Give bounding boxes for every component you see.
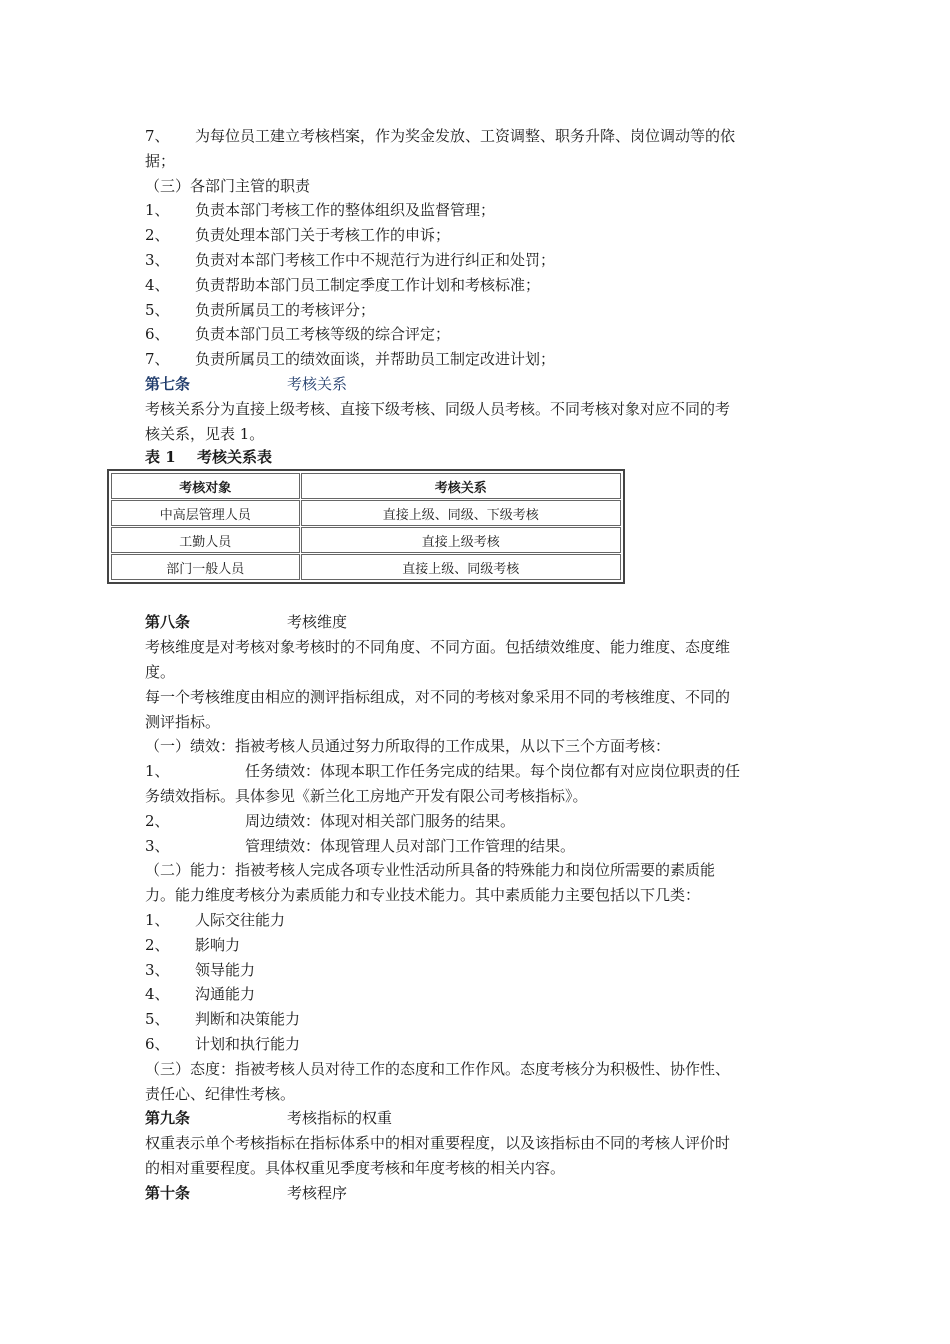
- item-text: 沟通能力: [195, 985, 256, 1004]
- article-number: 第九条: [145, 1109, 191, 1128]
- item-number: 2、: [145, 811, 170, 830]
- item-text: 负责本部门员工考核等级的综合评定；: [195, 325, 451, 344]
- list-item: [145, 759, 810, 784]
- table-header-cell: 考核对象: [111, 473, 300, 499]
- list-item: [145, 322, 810, 347]
- table-cell: 部门一般人员: [111, 554, 300, 580]
- item-text: 任务绩效：体现本职工作任务完成的结果。每个岗位都有对应岗位职责的任: [245, 762, 741, 781]
- item-number: 5、: [145, 1010, 170, 1029]
- relation-table: [110, 472, 622, 581]
- item-number: 4、: [145, 985, 170, 1004]
- list-item: [145, 273, 810, 298]
- item-number: 1、: [145, 910, 170, 929]
- list-item: [145, 982, 810, 1007]
- paragraph-line: （二）能力：指被考核人完成各项专业性活动所具备的特殊能力和岗位所需要的素质能: [145, 861, 716, 880]
- paragraph-line: 力。能力维度考核分为素质能力和专业技术能力。其中素质能力主要包括以下几类：: [145, 886, 701, 905]
- table-number: 表 1: [145, 448, 176, 467]
- article-subtitle: 考核程序: [287, 1183, 348, 1202]
- item-text: 负责本部门考核工作的整体组织及监督管理；: [195, 201, 496, 220]
- table-cell: 直接上级考核: [301, 527, 621, 553]
- paragraph-line: 度。: [145, 662, 176, 681]
- paragraph-line: 的相对重要程度。具体权重见季度考核和年度考核的相关内容。: [145, 1158, 566, 1177]
- item-number: 3、: [145, 960, 170, 979]
- item-text: 负责处理本部门关于考核工作的申诉；: [195, 226, 451, 245]
- article-number: 第八条: [145, 613, 191, 632]
- list-item: [145, 1032, 810, 1057]
- list-item: [145, 298, 810, 323]
- paragraph-line: 核关系，见表 1。: [145, 424, 265, 443]
- item-text: 判断和决策能力: [195, 1010, 301, 1029]
- list-item: [145, 908, 810, 933]
- article-subtitle: 考核指标的权重: [287, 1109, 393, 1128]
- item-number: 1、: [145, 201, 170, 220]
- list-item: [145, 1007, 810, 1032]
- item-text: 为每位员工建立考核档案，作为奖金发放、工资调整、职务升降、岗位调动等的依: [195, 127, 736, 145]
- list-item: [145, 834, 810, 859]
- table-row: [111, 500, 621, 526]
- table-row: [111, 554, 621, 580]
- item-text: 计划和执行能力: [195, 1034, 301, 1053]
- table-cell: 直接上级、同级、下级考核: [301, 500, 621, 526]
- item-text: 影响力: [195, 935, 241, 954]
- paragraph-line: 每一个考核维度由相应的测评指标组成，对不同的考核对象采用不同的考核维度、不同的: [145, 687, 731, 706]
- item-text: 负责所属员工的考核评分；: [195, 300, 376, 319]
- list-item: [145, 958, 810, 983]
- article-subtitle: 考核维度: [287, 613, 348, 632]
- table-header-row: [111, 473, 621, 499]
- paragraph-line: 责任心、纪律性考核。: [145, 1084, 296, 1103]
- item-number: 3、: [145, 250, 170, 269]
- paragraph-line: 测评指标。: [145, 712, 221, 731]
- item-number: 1、: [145, 762, 170, 781]
- item-number: 5、: [145, 300, 170, 319]
- list-item: [145, 809, 810, 834]
- item-text: 负责所属员工的绩效面谈，并帮助员工制定改进计划；: [195, 350, 556, 369]
- list-item: [145, 347, 810, 372]
- table-cell: 工勤人员: [111, 527, 300, 553]
- item-text: 负责对本部门考核工作中不规范行为进行纠正和处罚；: [195, 250, 556, 269]
- item-text-continued: 据；: [145, 151, 176, 170]
- item-number: 6、: [145, 1034, 170, 1053]
- item-text-continued: 务绩效指标。具体参见《新兰化工房地产开发有限公司考核指标》。: [145, 786, 588, 805]
- list-item: [145, 223, 810, 248]
- article-heading: [145, 372, 810, 397]
- article-heading: [145, 1106, 810, 1131]
- table-cell: 中高层管理人员: [111, 500, 300, 526]
- table-frame: [107, 469, 625, 584]
- table-row: [111, 527, 621, 553]
- article-heading: [145, 610, 810, 635]
- list-item: [145, 124, 810, 149]
- table-cell: 直接上级、同级考核: [301, 554, 621, 580]
- article-heading: [145, 1181, 810, 1206]
- item-text: 领导能力: [195, 960, 256, 979]
- paragraph-line: 考核维度是对考核对象考核时的不同角度、不同方面。包括绩效维度、能力维度、态度维: [145, 638, 731, 657]
- item-number: 7、: [145, 127, 170, 145]
- item-number: 2、: [145, 226, 170, 245]
- item-text: 周边绩效：体现对相关部门服务的结果。: [245, 811, 516, 830]
- paragraph-line: 考核关系分为直接上级考核、直接下级考核、同级人员考核。不同考核对象对应不同的考: [145, 399, 731, 418]
- item-number: 6、: [145, 325, 170, 344]
- spacer: [145, 584, 810, 610]
- item-text: 管理绩效：体现管理人员对部门工作管理的结果。: [245, 836, 576, 855]
- item-number: 7、: [145, 350, 170, 369]
- item-number: 3、: [145, 836, 170, 855]
- article-subtitle: 考核关系: [287, 374, 348, 393]
- list-item: [145, 198, 810, 223]
- item-number: 4、: [145, 275, 170, 294]
- table-title: 考核关系表: [197, 448, 273, 467]
- list-item: [145, 933, 810, 958]
- article-number: 第七条: [145, 374, 191, 393]
- item-text: 负责帮助本部门员工制定季度工作计划和考核标准；: [195, 275, 541, 294]
- list-item: [145, 248, 810, 273]
- item-text: 人际交往能力: [195, 910, 286, 929]
- article-number: 第十条: [145, 1183, 191, 1202]
- paragraph-line: （三）态度：指被考核人员对待工作的态度和工作作风。态度考核分为积极性、协作性、: [145, 1059, 731, 1078]
- table-caption: [145, 446, 810, 468]
- paragraph-line: 权重表示单个考核指标在指标体系中的相对重要程度，以及该指标由不同的考核人评价时: [145, 1134, 731, 1153]
- table-header-cell: 考核关系: [301, 473, 621, 499]
- section-heading: （一）绩效：指被考核人员通过努力所取得的工作成果，从以下三个方面考核：: [145, 737, 671, 756]
- section-heading: （三）各部门主管的职责: [145, 176, 311, 195]
- item-number: 2、: [145, 935, 170, 954]
- document-body: [145, 124, 810, 1205]
